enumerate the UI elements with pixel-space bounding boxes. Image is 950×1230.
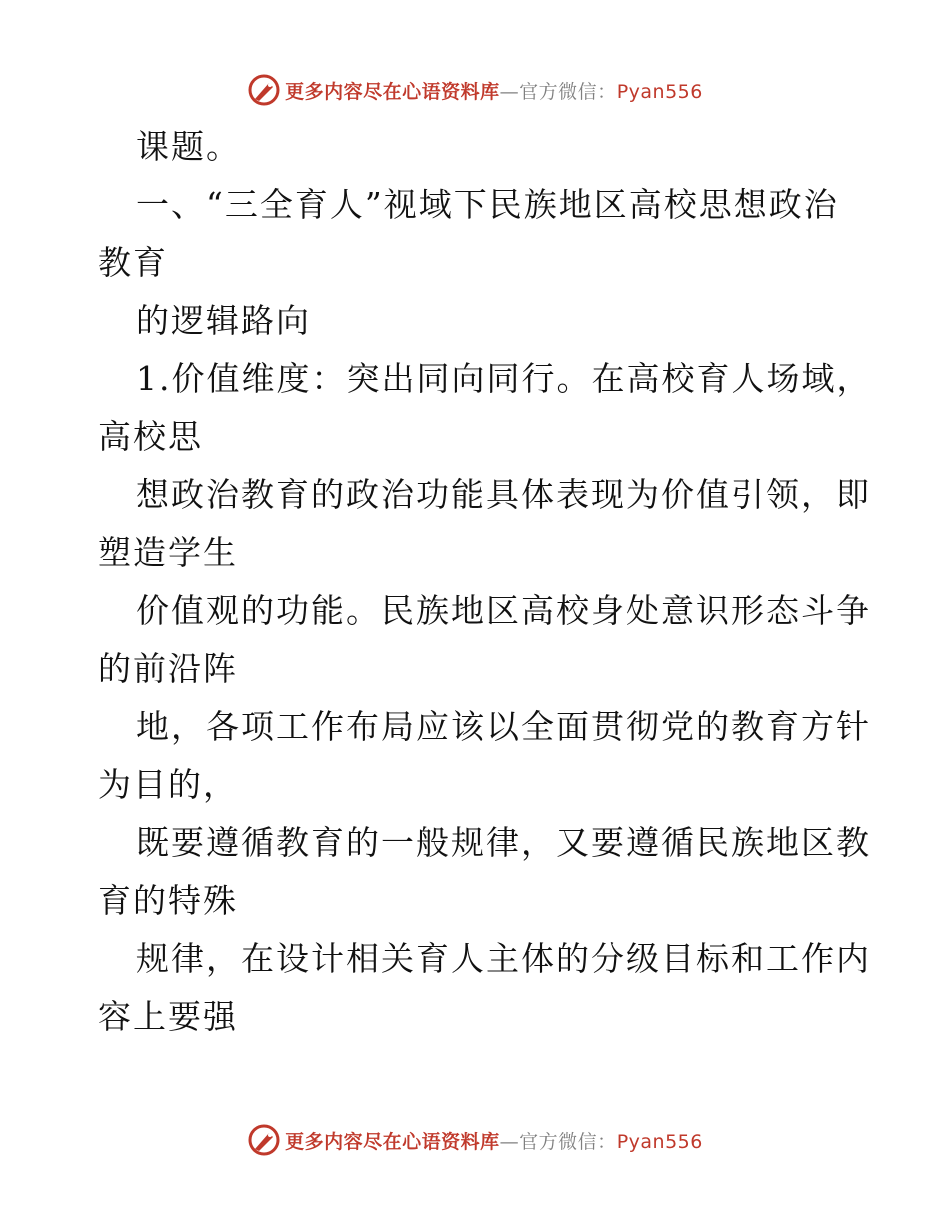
banner-separator: — (499, 1130, 520, 1153)
banner-separator: — (499, 80, 520, 103)
footer-banner (0, 1120, 950, 1160)
text-line: 育的特殊 (98, 881, 238, 920)
text-line: 想政治教育的政治功能具体表现为价值引领，即 (136, 475, 871, 514)
banner-title: 更多内容尽在心语资料库 (285, 80, 500, 103)
banner-wechat-label: 官方微信： (519, 80, 617, 103)
text-line: 的逻辑路向 (136, 301, 311, 340)
pen-nib-logo-icon (247, 1123, 281, 1157)
banner-title: 更多内容尽在心语资料库 (285, 1130, 500, 1153)
banner-wechat-label: 官方微信： (519, 1130, 617, 1153)
text-line: 价值观的功能。民族地区高校身处意识形态斗争 (136, 591, 871, 630)
text-line: 为目的， (98, 765, 238, 804)
text-line: 既要遵循教育的一般规律，又要遵循民族地区教 (136, 823, 871, 862)
pen-nib-logo-icon (247, 73, 281, 107)
text-line: 地，各项工作布局应该以全面贯彻党的教育方针 (136, 707, 871, 746)
text-line: 塑造学生 (98, 533, 238, 572)
banner-text-group (285, 77, 703, 104)
banner-text-group (285, 1127, 703, 1154)
text-line: 容上要强 (98, 997, 238, 1036)
text-line: 高校思 (98, 417, 203, 456)
document-body (98, 118, 872, 1046)
text-line: 教育 (98, 243, 168, 282)
banner-account: Pyan556 (616, 1130, 703, 1153)
banner-account: Pyan556 (616, 80, 703, 103)
text-line: 课题。 (136, 127, 241, 166)
text-line: 一、“三全育人”视域下民族地区高校思想政治 (136, 185, 839, 224)
text-line: 的前沿阵 (98, 649, 238, 688)
text-line: 规律，在设计相关育人主体的分级目标和工作内 (136, 939, 871, 978)
header-banner (0, 70, 950, 110)
text-line: 1.价值维度：突出同向同行。在高校育人场域， (136, 359, 872, 398)
